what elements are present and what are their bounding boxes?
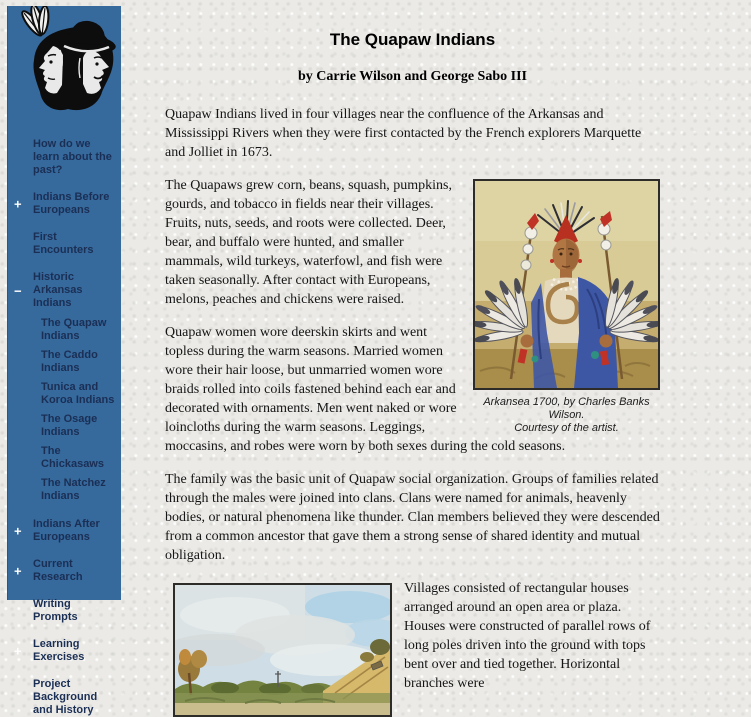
byline: by Carrie Wilson and George Sabo III — [298, 69, 527, 84]
sidebar-item-label: Learning Exercises — [33, 638, 85, 663]
sidebar-item-indians-before-europeans[interactable] — [8, 191, 118, 217]
sidebar-item-writing-prompts[interactable] — [8, 598, 118, 624]
minus-icon[interactable]: − — [14, 283, 22, 298]
sidebar-item-chickasaws[interactable] — [8, 445, 118, 471]
sidebar-item-label: Writing Prompts — [33, 598, 78, 623]
paragraph-family: The family was the basic unit of Quapaw social organization. Groups of families related through the males were joined into clans. Clans were named for animals, heavenly bodies, or natural phenomena like thunder. Clan members believed they were descended from a common ancestor that gave them a strong sense of shared identity and mutual obligation. — [165, 472, 660, 563]
sidebar-item-label: First Encounters — [33, 231, 94, 256]
two-profiles-logo-art — [8, 6, 122, 124]
sidebar-item-learning-exercises[interactable] — [8, 638, 118, 664]
portrait-caption-line-1: Arkansea 1700, by Charles Banks Wilson. — [483, 396, 650, 421]
plus-icon[interactable]: + — [14, 643, 22, 659]
sidebar-item-label: Indians Before Europeans — [33, 191, 110, 216]
two-profiles-logo[interactable] — [8, 6, 122, 124]
sidebar-item-how-we-learn[interactable] — [8, 138, 118, 177]
paragraph-food: The Quapaws grew corn, beans, squash, pumpkins, gourds, and tobacco in fields near their villages. Fruits, nuts, seeds, and roots were collected. Deer, bear, and buffalo were hunted, and smaller mammals, wild turkeys, waterfowl, and fish were taken seasonally. After contact with Europeans, melons, peaches and chickens were raised. — [165, 178, 452, 307]
portrait-caption-line-2: Courtesy of the artist. — [514, 422, 619, 434]
sidebar-item-label: Tunica and Koroa Indians — [41, 381, 115, 406]
sidebar-item-caddo-indians[interactable] — [8, 349, 118, 375]
sidebar-item-current-research[interactable] — [8, 558, 118, 584]
page-title: The Quapaw Indians — [329, 30, 496, 49]
sidebar-item-label: The Natchez Indians — [41, 477, 106, 502]
sidebar-item-label: The Quapaw Indians — [41, 317, 107, 342]
paragraph-clothing: Quapaw women wore deerskin skirts and went topless during the warm seasons. Married women wore their hair loose, but unmarried women wore braids rolled into coils fastened behind each ear and decorated with ornaments. Men went naked or wore loincloths during the warm seasons. Leggings, moccasins, and robes were worn by both sexes during the cold seasons. — [165, 325, 566, 454]
arkansea-portrait-image — [473, 179, 660, 390]
sidebar-item-label: The Chickasaws — [41, 445, 104, 470]
sidebar-item-osage-indians[interactable] — [8, 413, 118, 439]
sidebar-item-label: The Caddo Indians — [41, 349, 98, 374]
sidebar-item-label: Indians After Europeans — [33, 518, 100, 543]
village-painting-figure — [173, 583, 392, 717]
sidebar-nav — [8, 124, 121, 717]
sidebar-item-tunica-koroa-indians[interactable] — [8, 381, 118, 407]
plus-icon[interactable]: + — [14, 563, 22, 579]
paragraph-villages: Villages consisted of rectangular houses arranged around an open area or plaza. Houses were constructed of parallel rows of long poles driven into the ground with tops bent over and tied together. Horizontal branches were — [404, 581, 651, 691]
sidebar-item-label: Project Background and History — [33, 678, 98, 716]
sidebar-item-label: Current Research — [33, 558, 83, 583]
plus-icon[interactable]: + — [14, 196, 22, 212]
sidebar-item-project-background[interactable] — [8, 678, 118, 717]
sidebar-item-natchez-indians[interactable] — [8, 477, 118, 503]
sidebar-item-label: The Osage Indians — [41, 413, 98, 438]
sidebar — [7, 6, 121, 716]
sidebar-item-indians-after-europeans[interactable] — [8, 518, 118, 544]
sidebar-item-first-encounters[interactable] — [8, 231, 118, 257]
sidebar-item-historic-arkansas-indians[interactable] — [8, 271, 118, 310]
sidebar-item-quapaw-indians[interactable] — [8, 317, 118, 343]
sidebar-item-label: How do we learn about the past? — [33, 138, 112, 176]
village-painting-image — [173, 583, 392, 717]
main-content — [121, 0, 751, 691]
paragraph-intro: Quapaw Indians lived in four villages near the confluence of the Arkansas and Mississippi Rivers when they were first contacted by the French explorers Marquette and Jolliet in 1673. — [165, 107, 642, 160]
plus-icon[interactable]: + — [14, 523, 22, 539]
arkansea-portrait-figure — [473, 179, 660, 435]
sidebar-item-label: Historic Arkansas Indians — [33, 271, 83, 309]
